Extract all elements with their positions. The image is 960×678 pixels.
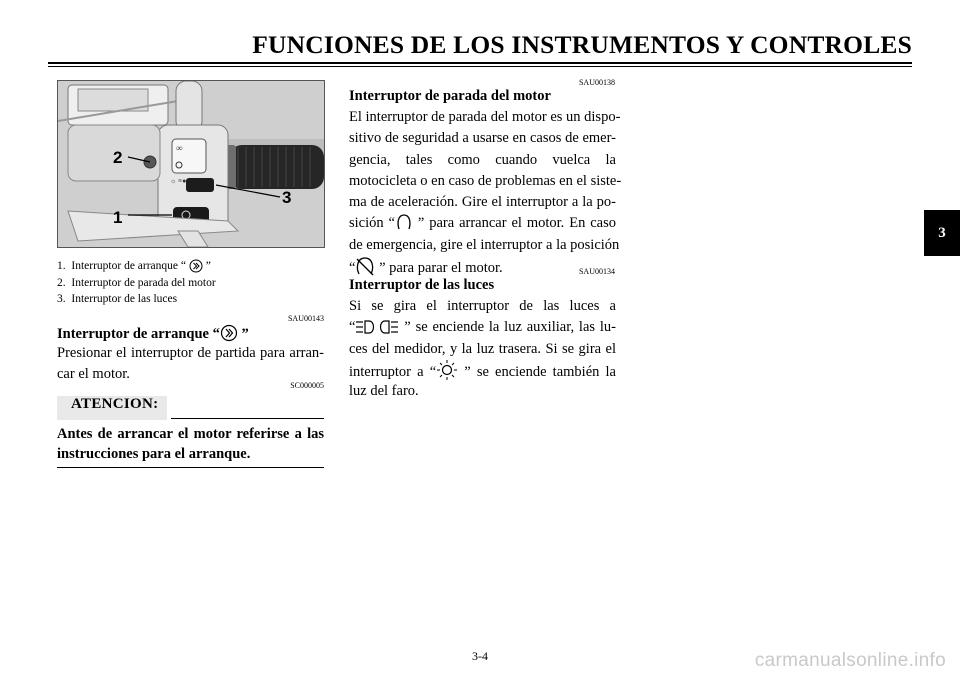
- svg-text:☼ ≡●: ☼ ≡●: [170, 177, 187, 185]
- callout-3: 3: [282, 188, 292, 207]
- section-title-stop-switch: Interruptor de parada del motor: [349, 88, 551, 104]
- line-text: “: [349, 319, 356, 336]
- handlebar-switch-photo: [57, 80, 325, 248]
- title-text: Interruptor de arranque “: [57, 326, 220, 342]
- paragraph-line: motocicleta o en caso de problemas en el siste-: [349, 172, 622, 189]
- paragraph-line: sitivo de seguridad a usarse en casos de emer-: [349, 130, 616, 147]
- section-code: SAU00134: [578, 267, 615, 276]
- start-switch-paragraph: [57, 343, 324, 386]
- figure-captions: [57, 258, 216, 308]
- paragraph-line: [349, 360, 616, 381]
- title-text-end: ”: [237, 326, 249, 342]
- caption-number: 2.: [57, 276, 66, 289]
- atencion-line: Antes de arrancar el motor referirse a las: [57, 426, 324, 442]
- caption-text: Interruptor de parada del motor: [71, 276, 216, 289]
- paragraph-line: luz del faro.: [349, 383, 419, 400]
- section-code: SC000005: [290, 381, 324, 390]
- paragraph-line: ma de aceleración. Gire el interruptor a la po-: [349, 194, 616, 211]
- caption-item: [57, 258, 216, 275]
- caption-item: [57, 291, 216, 308]
- atencion-label: ATENCION:: [65, 396, 164, 413]
- paragraph-line: [349, 213, 616, 234]
- lights-switch-paragraph: [349, 296, 616, 402]
- paragraph-line: Si se gira el interruptor de las luces a: [349, 298, 616, 314]
- page-number: 3-4: [472, 649, 488, 663]
- headlight-icon: [436, 360, 458, 380]
- paragraph-line: gencia, tales como cuando vuelca la: [349, 151, 616, 168]
- run-symbol-icon: [395, 213, 413, 231]
- atencion-rule: [171, 418, 324, 419]
- line-text: “: [349, 260, 356, 277]
- caption-text-end: ”: [202, 260, 211, 272]
- stop-switch-paragraph: [349, 107, 622, 277]
- page-header-title: FUNCIONES DE LOS INSTRUMENTOS Y CONTROLES: [252, 30, 912, 59]
- start-symbol-icon: [220, 324, 238, 342]
- start-symbol-icon: [189, 259, 203, 273]
- paragraph-line: Presionar el interruptor de partida para arran-: [57, 345, 324, 361]
- caption-text: Interruptor de las luces: [71, 293, 178, 305]
- paragraph-line: El interruptor de parada del motor es un dispo-: [349, 109, 621, 125]
- handlebar-illustration: [58, 81, 324, 247]
- caption-item: [57, 275, 216, 292]
- section-code: SAU00143: [287, 314, 324, 323]
- line-text: ” se enciende la luz auxiliar, las lu-: [399, 319, 616, 336]
- header-rule: [48, 62, 912, 64]
- svg-text:∞: ∞: [176, 143, 183, 153]
- position-light-icon: [355, 319, 399, 335]
- paragraph-line: car el motor.: [57, 366, 130, 383]
- line-text: ” para parar el motor.: [375, 260, 503, 277]
- watermark: carmanualsonline.info: [754, 650, 946, 671]
- paragraph-line: ces del medidor, y la luz trasera. Si se gira el: [349, 340, 616, 357]
- atencion-line: instrucciones para el arranque.: [57, 445, 251, 462]
- section-title-start-switch: [57, 324, 249, 343]
- stop-symbol-icon: [355, 256, 375, 276]
- callout-1: 1: [113, 208, 123, 227]
- chapter-tab: 3: [924, 210, 960, 256]
- atencion-bottom-rule: [57, 467, 324, 468]
- header-rule-thin: [48, 66, 912, 67]
- caption-number: 1.: [57, 260, 66, 272]
- callout-2: 2: [113, 148, 123, 167]
- paragraph-line: [349, 317, 616, 338]
- atencion-text: [57, 425, 324, 464]
- line-text: sición “: [349, 215, 395, 232]
- caption-number: 3.: [57, 293, 66, 305]
- section-code: SAU00138: [578, 78, 615, 87]
- section-title-lights-switch: Interruptor de las luces: [349, 277, 495, 293]
- line-text: ” para arrancar el motor. En caso: [412, 215, 616, 232]
- paragraph-line: de emergencia, gire el interruptor a la posición: [349, 236, 620, 253]
- caption-text: Interruptor de arranque “: [71, 260, 186, 272]
- line-text: ” se enciende también la: [458, 363, 616, 380]
- line-text: interruptor a “: [349, 363, 437, 380]
